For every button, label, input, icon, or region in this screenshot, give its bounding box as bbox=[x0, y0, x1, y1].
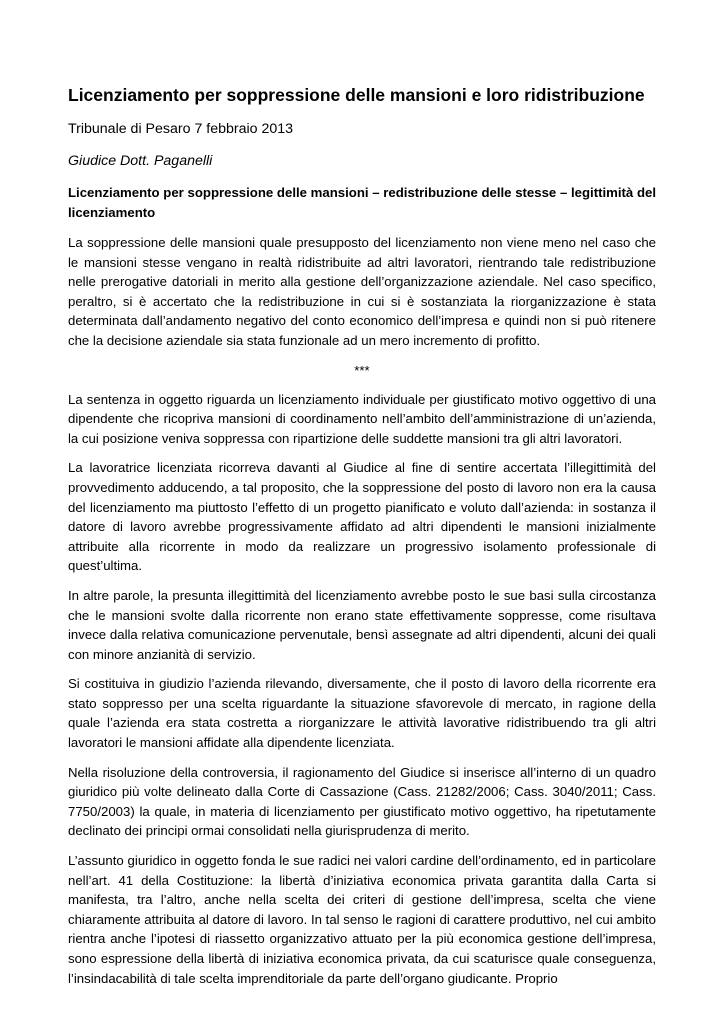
massima-paragraph: La soppressione delle mansioni quale presupposto del licenziamento non viene meno nel caso che le mansioni stesse vengano in realtà ridistribuite ad altri lavoratori, rientrando tale redistribuzione nelle prerogative datoriali in merito alla gestione dell’organizzazione aziendale. Nel caso specifico, peraltro, si è accertato che la redistribuzione in cui si è sostanziata la riorganizzazione è stata determinata dall’andamento negativo del conto economico dell’impresa e quindi non si può ritenere che la decisione aziendale sia stata funzionale ad un mero incremento di profitto. bbox=[68, 235, 656, 348]
court-line: Tribunale di Pesaro 7 febbraio 2013 bbox=[68, 121, 294, 137]
section-separator: *** bbox=[354, 362, 370, 378]
judge-line: Giudice Dott. Paganelli bbox=[68, 153, 213, 169]
body-paragraph-5: Nella risoluzione della controversia, il ragionamento del Giudice si inserisce all’interno di un quadro giuridico più volte delineato dalla Corte di Cassazione (Cass. 21282/2006; Cass. 3040/2011; Cass. 7750/2003) la quale, in materia di licenziamento per giustificato motivo oggettivo, ha ripetutamente declinato dei principi ormai consolidati nella giurisprudenza di merito. bbox=[68, 764, 656, 839]
body-paragraph-4: Si costituiva in giudizio l’azienda rilevando, diversamente, che il posto di lavoro della ricorrente era stato soppresso per una scelta riguardante la situazione sfavorevole di mercato, in ragione della quale l’azienda era stata costretta a riorganizzare le attività lavorative ridistribuendo tra gli altri lavoratori le mansioni affidate alla dipendente licenziata. bbox=[68, 676, 656, 751]
body-paragraph-1: La sentenza in oggetto riguarda un licenziamento individuale per giustificato motivo oggettivo di una dipendente che ricopriva mansioni di coordinamento nell’ambito dell’amministrazione di un’azienda, la cui posizione veniva soppressa con ripartizione delle suddette mansioni tra gli altri lavoratori. bbox=[68, 391, 656, 446]
body-paragraph-2: La lavoratrice licenziata ricorreva davanti al Giudice al fine di sentire accertata l’illegittimità del provvedimento adducendo, a tal proposito, che la soppressione del posto di lavoro non era la causa del licenziamento ma piuttosto l’effetto di un progetto pianificato e voluto dall’azienda: in sostanza il datore di lavoro avrebbe progressivamente affidato ad altri dipendenti le mansioni inizialmente attribuite alla ricorrente in modo da realizzare un progressivo isolamento professionale di quest’ultima. bbox=[68, 460, 656, 574]
document-title: Licenziamento per soppressione delle mansioni e loro ridistribuzione bbox=[68, 85, 645, 105]
body-paragraph-3: In altre parole, la presunta illegittimità del licenziamento avrebbe posto le sue basi sulla circostanza che le mansioni svolte dalla ricorrente non erano state effettivamente soppresse, come risultava invece dalla relativa comunicazione pervenutale, bensì assegnate ad altri dipendenti, alcuni dei quali con minore anzianità di servizio. bbox=[68, 587, 656, 662]
document-page bbox=[68, 84, 656, 998]
massima-heading: Licenziamento per soppressione delle mansioni – redistribuzione delle stesse – legittimità del licenziamento bbox=[68, 185, 656, 220]
body-paragraph-6: L’assunto giuridico in oggetto fonda le sue radici nei valori cardine dell’ordinamento, ed in particolare nell’art. 41 della Costituzione: la libertà d’iniziativa economica privata garantita dalla Carta si manifesta, tra l’altro, anche nella scelta dei criteri di gestione dell’impresa, scelta che viene chiaramente attribuita al datore di lavoro. In tal senso le ragioni di carattere produttivo, nel cui ambito rientra anche l’ipotesi di riassetto organizzativo attuato per la più economica gestione dell’impresa, sono espressione della libertà di iniziativa economica privata, da cui scaturisce quale conseguenza, l’insindacabilità di tale scelta imprenditoriale da parte dell’organo giudicante. Proprio bbox=[68, 853, 656, 986]
